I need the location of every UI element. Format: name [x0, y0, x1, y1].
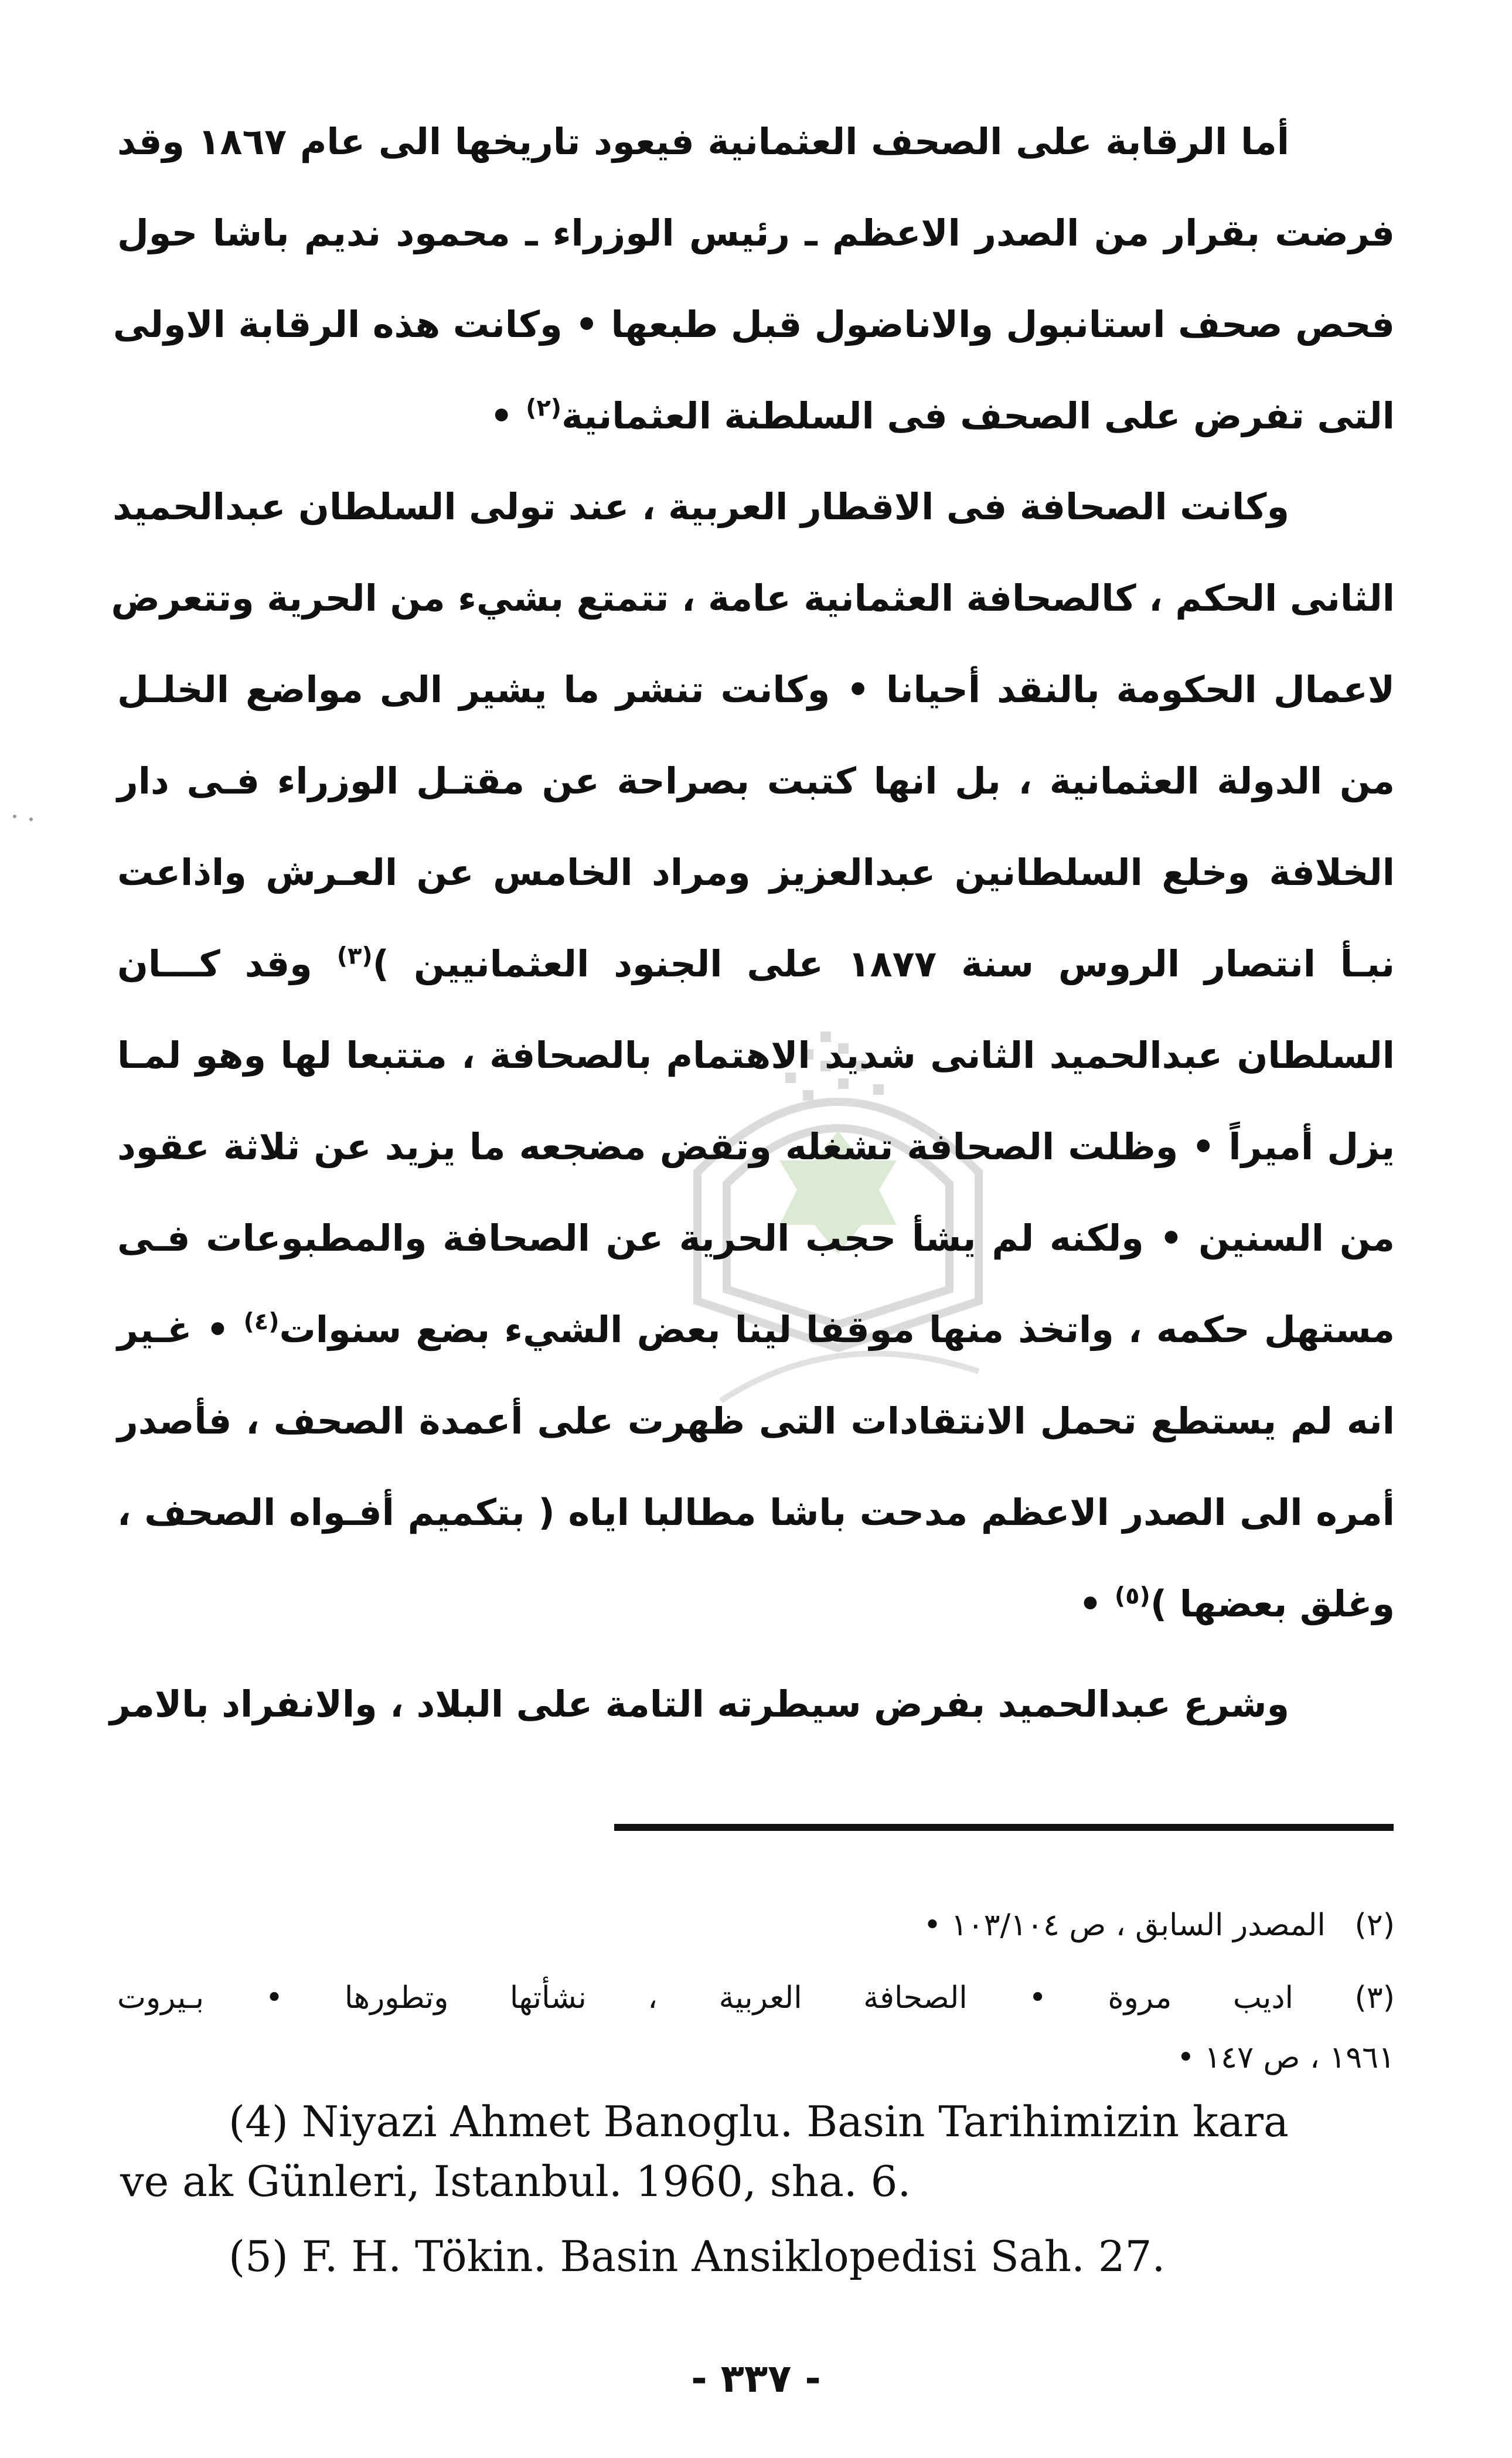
footnote-ref-3[interactable]: (٣) [336, 942, 373, 970]
paragraph-2-line-8: يزل أميراً • وظلت الصحافة تشغله وتقض مضجعه ما يزيد عن ثلاثة عقود [117, 1125, 1395, 1168]
footnote-5 [229, 2227, 1165, 2286]
paragraph-2-line-11: انه لم يستطع تحمل الانتقادات التى ظهرت على أعمدة الصحف ، فأصدر [117, 1400, 1395, 1442]
paragraph-2-line-9: من السنين • ولكنه لم يشأ حجب الحرية عن الصحافة والمطبوعات فـى [117, 1217, 1395, 1259]
paragraph-1-line-1: أما الرقابة على الصحف العثمانية فيعود تاريخها الى عام ١٨٦٧ وقد [117, 120, 1289, 163]
line-text: التى تفرض على الصحف فى السلطنة العثمانية [561, 394, 1395, 437]
footnote-ref-5[interactable]: (٥) [1114, 1582, 1150, 1610]
line-end: • [489, 394, 513, 437]
footnote-ref-4[interactable]: (٤) [243, 1308, 280, 1336]
scan-speck [29, 818, 33, 821]
line-text: وغلق بعضها ) [1150, 1582, 1395, 1625]
footnote-number: (4) [229, 2097, 288, 2146]
paragraph-2-line-4: من الدولة العثمانية ، بل انها كتبت بصراحة عن مقتـل الوزراء فـى دار [117, 760, 1395, 802]
footnote-number: (5) [229, 2232, 288, 2281]
footnote-text: Niyazi Ahmet Banoglu. Basin Tarihimizin kara [301, 2097, 1289, 2146]
paragraph-2-line-5: الخلافة وخلع السلطانين عبدالعزيز ومراد الخامس عن العـرش واذاعت [117, 851, 1395, 894]
footnote-number: (٣) [1354, 1980, 1395, 2016]
footnote-3 [117, 1972, 1395, 2024]
paragraph-2-line-7: السلطان عبدالحميد الثانى شديد الاهتمام بالصحافة ، متتبعا لها وهو لمـا [117, 1034, 1395, 1077]
scan-speck [13, 815, 16, 818]
paragraph-2-line-3: لاعمال الحكومة بالنقد أحيانا • وكانت تنشر ما يشير الى مواضع الخلـل [117, 668, 1395, 711]
line-tail: • غـير [117, 1308, 230, 1351]
paragraph-2-line-2: الثانى الحكم ، كالصحافة العثمانية عامة ، تتمتع بشيء من الحرية وتتعرض [111, 577, 1395, 619]
footnote-text: F. H. Tökin. Basin Ansiklopedisi Sah. 27. [301, 2232, 1166, 2281]
footnote-4-continuation: ve ak Günleri, Istanbul. 1960, sha. 6. [120, 2157, 911, 2206]
footnote-text: المصدر السابق ، ص ١٠٣/١٠٤ • [923, 1908, 1326, 1943]
line-tail: وقد كـــان [117, 942, 312, 985]
line-text: مستهل حكمه ، واتخذ منها موقفا لينا بعض الشيء بضع سنوات [279, 1308, 1395, 1351]
footnote-2 [924, 1899, 1395, 1952]
paragraph-3-line-1: وشرع عبدالحميد بفرض سيطرته التامة على البلاد ، والانفراد بالامر [109, 1683, 1289, 1725]
paragraph-2-line-13 [117, 1575, 1395, 1633]
page-number: - ٣٣٧ - [691, 2356, 821, 2401]
footnote-text: اديب مروة • الصحافة العربية ، نشأتها وتطورها • بـيروت [117, 1980, 1293, 2016]
footnote-divider [614, 1824, 1394, 1831]
footnote-number: (٢) [1354, 1908, 1395, 1943]
footnote-ref-2[interactable]: (٢) [526, 394, 562, 422]
paragraph-1-line-3: فحص صحف استانبول والاناضول قبل طبعها • وكانت هذه الرقابة الاولى [113, 303, 1395, 346]
paragraph-2-line-12: أمره الى الصدر الاعظم مدحت باشا مطالبا اياه ( بتكميم أفـواه الصحف ، [117, 1491, 1395, 1534]
paragraph-1-line-4 [117, 387, 1395, 445]
line-text: نبـأ انتصار الروس سنة ١٨٧٧ على الجنود العثمانيين ) [372, 942, 1395, 985]
footnote-3-continuation: ١٩٦١ ، ص ١٤٧ • [1177, 2040, 1395, 2075]
paragraph-1-line-2: فرضت بقرار من الصدر الاعظم ـ رئيس الوزراء ـ محمود نديم باشا حول [117, 212, 1395, 254]
paragraph-2-line-6 [117, 935, 1395, 993]
paragraph-2-line-1: وكانت الصحافة فى الاقطار العربية ، عند تولى السلطان عبدالحميد [113, 485, 1289, 528]
paragraph-2-line-10 [117, 1301, 1395, 1359]
line-end: • [1078, 1582, 1102, 1625]
footnote-4 [229, 2092, 1289, 2151]
